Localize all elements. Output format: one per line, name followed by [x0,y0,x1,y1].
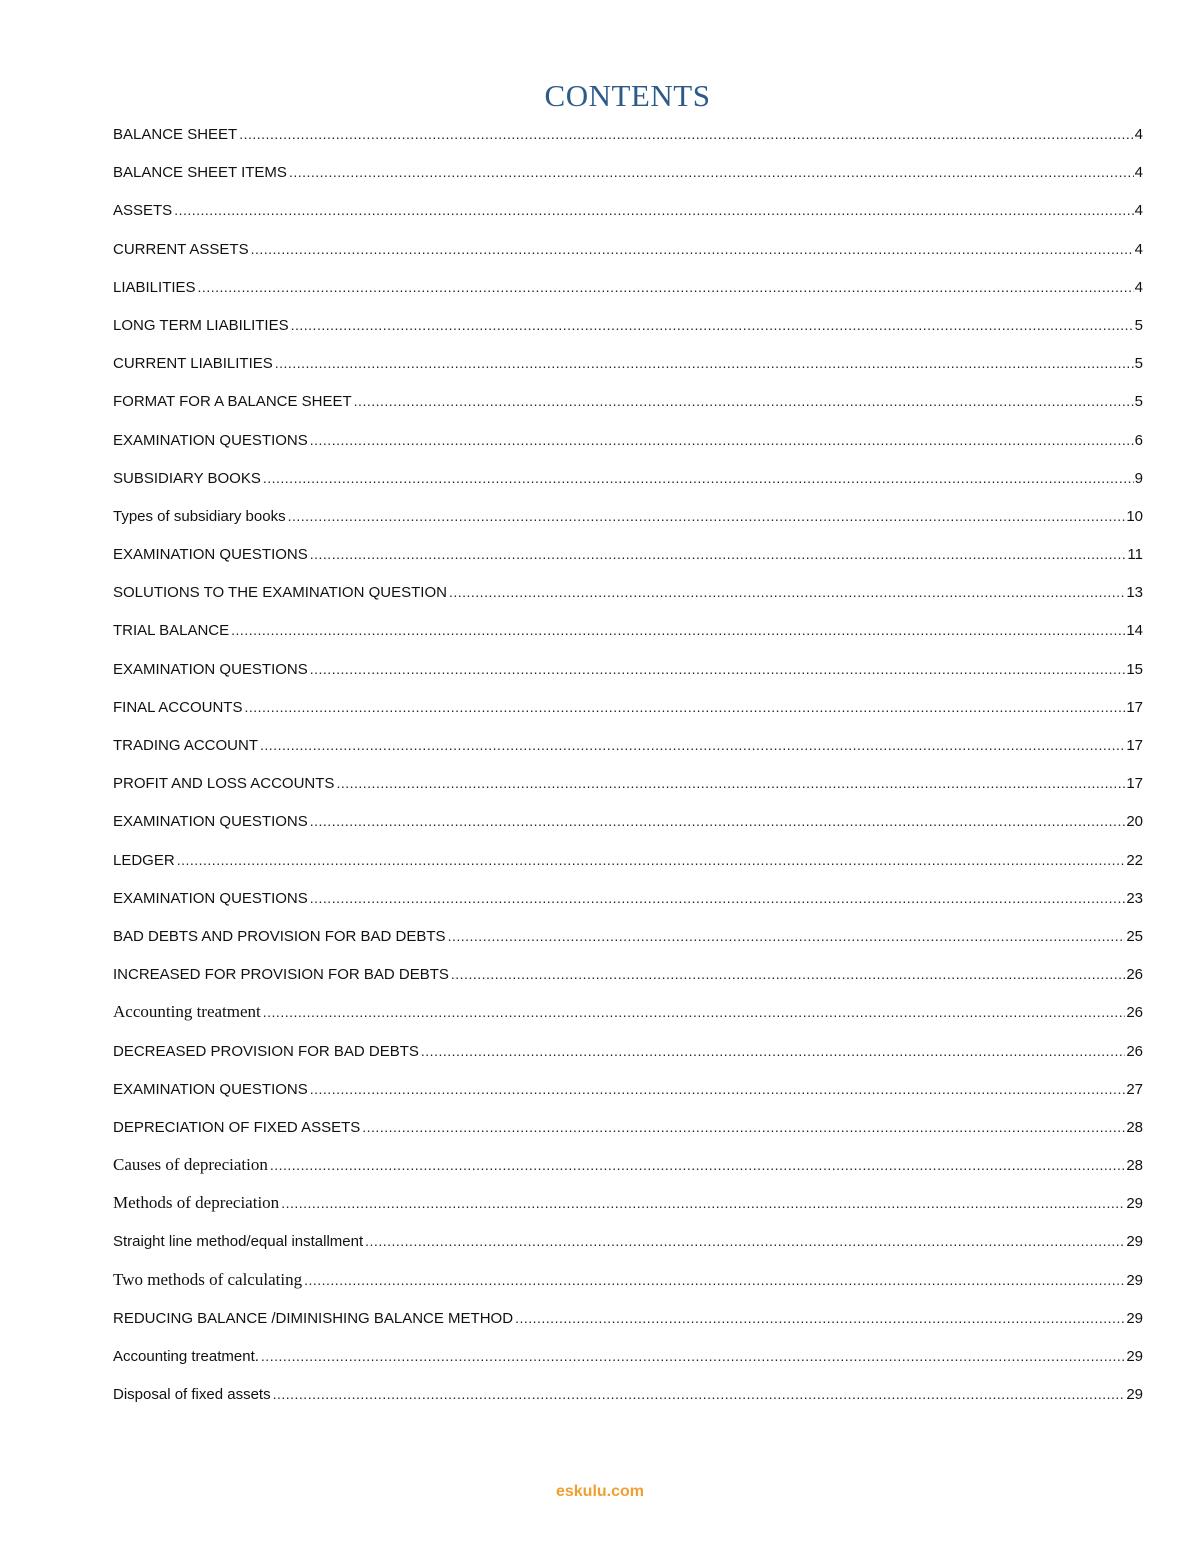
toc-entry-title: DECREASED PROVISION FOR BAD DEBTS [113,1042,419,1060]
page-title: CONTENTS [544,78,711,113]
toc-entry[interactable] [113,1151,1143,1189]
toc-entry[interactable] [113,1227,1143,1265]
toc-entry-page-number: 29 [1126,1195,1143,1213]
toc-entry-page-number: 4 [1134,278,1143,296]
toc-entry-title: BALANCE SHEET [113,126,238,143]
toc-entry-title: INCREASED FOR PROVISION FOR BAD DEBTS [113,966,449,984]
dot-leader [310,540,1127,568]
toc-entry[interactable] [113,1380,1143,1418]
toc-entry-page-number: 29 [1126,1271,1143,1289]
toc-entry[interactable] [113,387,1143,425]
dot-leader [354,387,1134,415]
toc-entry-title: BALANCE SHEET ITEMS [113,164,287,182]
dot-leader [449,578,1125,606]
toc-entry[interactable] [113,1189,1143,1227]
toc-entry-title: TRADING ACCOUNT [113,737,259,754]
toc-entry-title: ASSETS [113,202,173,220]
dot-leader [362,1113,1125,1141]
toc-entry-title: FINAL ACCOUNTS [113,698,243,716]
dot-leader [336,769,1125,797]
toc-entry[interactable] [113,1342,1143,1380]
toc-entry[interactable] [113,884,1143,922]
dot-leader [261,1342,1125,1370]
toc-entry-page-number: 5 [1134,355,1143,373]
toc-entry[interactable] [113,731,1143,769]
dot-leader [515,1304,1125,1332]
toc-entry-title: EXAMINATION QUESTIONS [113,1080,308,1098]
toc-entry[interactable] [113,235,1143,273]
toc-entry-page-number: 6 [1134,431,1143,449]
toc-entry-page-number: 25 [1126,927,1143,945]
toc-entry[interactable] [113,578,1143,616]
toc-entry[interactable] [113,616,1143,654]
toc-entry-title: EXAMINATION QUESTIONS [113,660,308,678]
toc-entry-page-number: 4 [1134,240,1143,258]
toc-entry-page-number: 17 [1126,737,1143,754]
toc-entry-title: EXAMINATION QUESTIONS [113,889,308,907]
toc-entry-page-number: 17 [1126,698,1143,716]
toc-entry[interactable] [113,960,1143,998]
dot-leader [174,196,1133,224]
dot-leader [273,1380,1126,1408]
toc-entry-page-number: 15 [1126,660,1143,678]
dot-leader [421,1037,1125,1065]
toc-entry-page-number: 29 [1126,1233,1143,1251]
toc-entry-title: Straight line method/equal installment [113,1233,364,1251]
toc-entry-title: EXAMINATION QUESTIONS [113,813,308,831]
dot-leader [244,693,1125,721]
toc-entry-page-number: 29 [1126,1309,1143,1327]
dot-leader [310,426,1134,454]
toc-entry[interactable] [113,1304,1143,1342]
toc-entry-page-number: 26 [1126,1042,1143,1060]
footer-brand: eskulu.com [555,1483,645,1500]
toc-entry-title: LEDGER [113,851,175,869]
toc-entry-page-number: 28 [1126,1157,1143,1175]
toc-entry-page-number: 20 [1126,813,1143,831]
toc-entry[interactable] [113,273,1143,311]
dot-leader [365,1227,1125,1255]
dot-leader [289,158,1134,186]
toc-entry-title: BAD DEBTS AND PROVISION FOR BAD DEBTS [113,927,446,945]
toc-entry[interactable] [113,349,1143,387]
toc-entry[interactable] [113,426,1143,464]
toc-entry-page-number: 13 [1126,584,1143,602]
dot-leader [281,1189,1125,1217]
toc-entry[interactable] [113,807,1143,845]
dot-leader [263,998,1126,1026]
toc-entry-page-number: 11 [1127,546,1143,564]
dot-leader [304,1266,1125,1294]
toc-entry[interactable] [113,846,1143,884]
dot-leader [270,1151,1125,1179]
toc-entry[interactable] [113,120,1143,158]
dot-leader [310,884,1126,912]
toc-entry-title: Types of subsidiary books [113,507,286,525]
toc-entry[interactable] [113,1266,1143,1304]
toc-entry-title: Two methods of calculating [113,1269,303,1289]
toc-entry-page-number: 5 [1134,316,1143,334]
toc-entry-title: DEPRECIATION OF FIXED ASSETS [113,1118,361,1136]
toc-entry-title: EXAMINATION QUESTIONS [113,431,308,449]
dot-leader [275,349,1134,377]
dot-leader [231,616,1125,644]
dot-leader [260,731,1125,759]
toc-entry[interactable] [113,922,1143,960]
dot-leader [177,846,1126,874]
toc-entry-page-number: 29 [1126,1386,1143,1404]
toc-entry[interactable] [113,158,1143,196]
dot-leader [451,960,1125,988]
toc-entry-title: LONG TERM LIABILITIES [113,316,289,334]
toc-entry-page-number: 4 [1134,202,1143,220]
toc-entry-page-number: 9 [1134,469,1143,487]
toc-entry-title: REDUCING BALANCE /DIMINISHING BALANCE METHOD [113,1309,514,1327]
toc-entry-page-number: 27 [1126,1080,1143,1098]
toc-entry-title: FORMAT FOR A BALANCE SHEET [113,393,352,411]
toc-entry-title: SUBSIDIARY BOOKS [113,469,261,487]
toc-entry[interactable] [113,769,1143,807]
toc-entry-page-number: 17 [1126,775,1143,793]
toc-entry[interactable] [113,464,1143,502]
toc-entry-page-number: 26 [1126,1004,1143,1022]
toc-entry-page-number: 29 [1126,1348,1143,1365]
dot-leader [288,502,1126,530]
toc-entry[interactable] [113,693,1143,731]
toc-entry-page-number: 4 [1134,126,1143,143]
table-of-contents [113,120,1143,1418]
dot-leader [251,235,1134,263]
toc-entry-title: Methods of depreciation [113,1193,280,1213]
toc-entry-title: TRIAL BALANCE [113,622,230,640]
toc-entry-page-number: 26 [1126,966,1143,984]
toc-entry-page-number: 14 [1126,622,1143,640]
toc-entry-title: EXAMINATION QUESTIONS [113,546,308,564]
toc-entry-title: Accounting treatment. [113,1348,259,1365]
toc-entry-title: LIABILITIES [113,278,196,296]
toc-entry[interactable] [113,1075,1143,1113]
dot-leader [310,655,1126,683]
toc-entry-title: PROFIT AND LOSS ACCOUNTS [113,775,335,793]
dot-leader [239,120,1133,148]
toc-entry-page-number: 22 [1126,851,1143,869]
toc-entry-page-number: 23 [1126,889,1143,907]
dot-leader [310,807,1126,835]
toc-entry[interactable] [113,1037,1143,1075]
dot-leader [448,922,1126,950]
toc-entry-title: SOLUTIONS TO THE EXAMINATION QUESTION [113,584,447,602]
dot-leader [198,273,1134,301]
toc-entry-title: CURRENT ASSETS [113,240,249,258]
toc-entry-page-number: 5 [1134,393,1143,411]
toc-entry-title: Disposal of fixed assets [113,1386,271,1404]
toc-entry-page-number: 4 [1134,164,1143,182]
toc-entry[interactable] [113,1113,1143,1151]
toc-entry[interactable] [113,502,1143,540]
toc-entry[interactable] [113,311,1143,349]
toc-entry[interactable] [113,540,1143,578]
toc-entry-title: Causes of depreciation [113,1155,268,1175]
toc-entry-title: CURRENT LIABILITIES [113,355,273,373]
dot-leader [263,464,1134,492]
dot-leader [291,311,1134,339]
toc-entry-page-number: 28 [1126,1118,1143,1136]
toc-entry[interactable] [113,655,1143,693]
toc-entry[interactable] [113,196,1143,234]
toc-entry[interactable] [113,998,1143,1036]
dot-leader [310,1075,1126,1103]
toc-entry-page-number: 10 [1126,507,1143,525]
toc-entry-title: Accounting treatment [113,1002,261,1022]
